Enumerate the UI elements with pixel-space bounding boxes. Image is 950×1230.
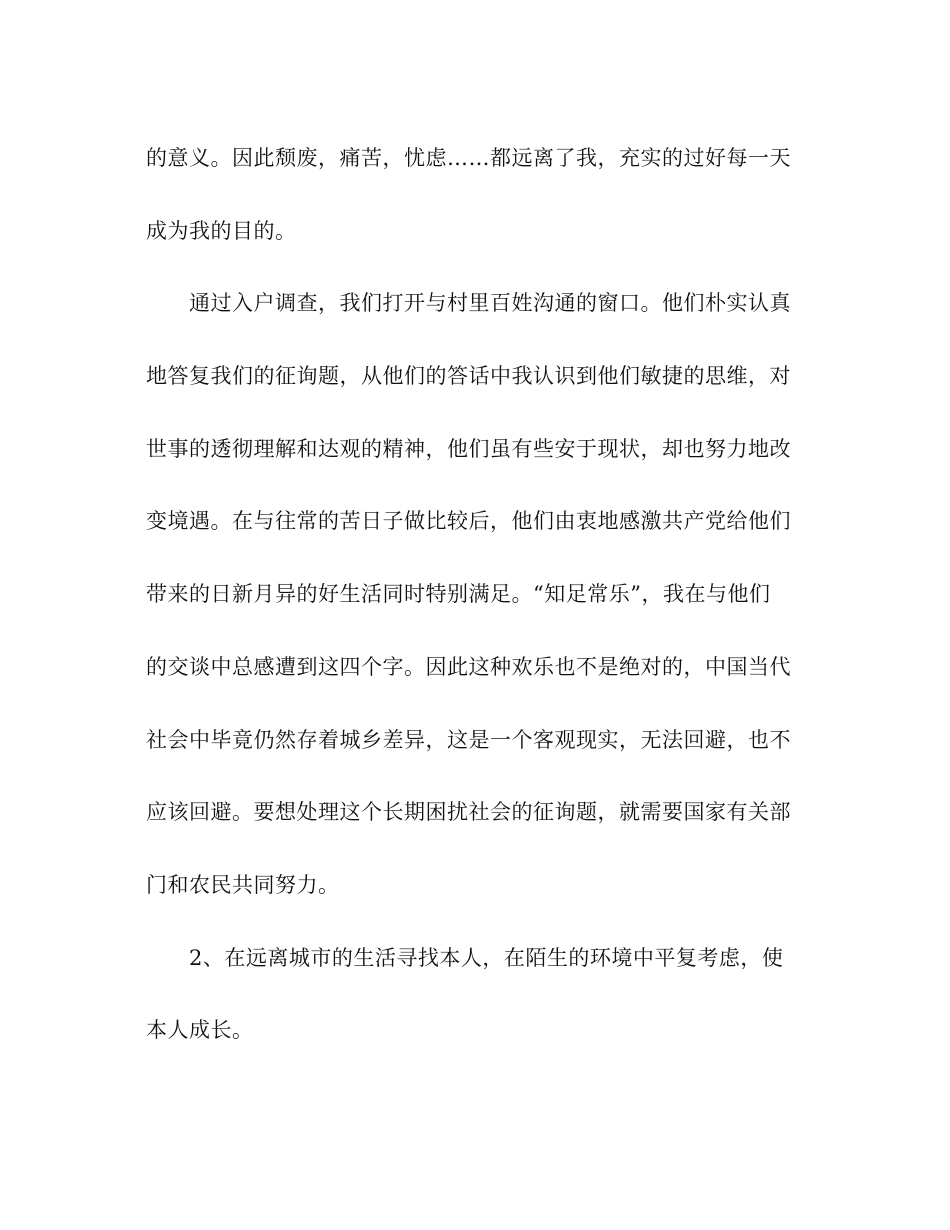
text-line-6: 变境遇。在与往常的苦日子做比较后，他们由衷地感激共产党给他们 <box>146 509 791 534</box>
body-text <box>146 122 806 1067</box>
text-line-5: 世事的透彻理解和达观的精神，他们虽有些安于现状，却也努力地改 <box>146 436 791 461</box>
text-line-13: 本人成长。 <box>146 1018 254 1043</box>
text-line-3: 通过入户调查，我们打开与村里百姓沟通的窗口。他们朴实认真 <box>146 291 791 316</box>
text-line-4: 地答复我们的征询题，从他们的答话中我认识到他们敏捷的思维，对 <box>146 364 791 389</box>
text-line-9: 社会中毕竟仍然存着城乡差异，这是一个客观现实，无法回避，也不 <box>146 727 791 752</box>
text-line-2: 成为我的目的。 <box>146 218 297 243</box>
text-line-11: 门和农民共同努力。 <box>146 872 340 897</box>
text-line-7: 带来的日新月异的好生活同时特别满足。“知足常乐”，我在与他们 <box>146 582 771 607</box>
text-line-1: 的意义。因此颓废，痛苦，忧虑……都远离了我，充实的过好每一天 <box>146 146 791 170</box>
text-line-10: 应该回避。要想处理这个长期困扰社会的征询题，就需要国家有关部 <box>146 800 791 825</box>
text-line-8: 的交谈中总感遭到这四个字。因此这种欢乐也不是绝对的，中国当代 <box>146 654 791 679</box>
text-line-12: 2、在远离城市的生活寻找本人，在陌生的环境中平复考虑，使 <box>146 945 784 970</box>
